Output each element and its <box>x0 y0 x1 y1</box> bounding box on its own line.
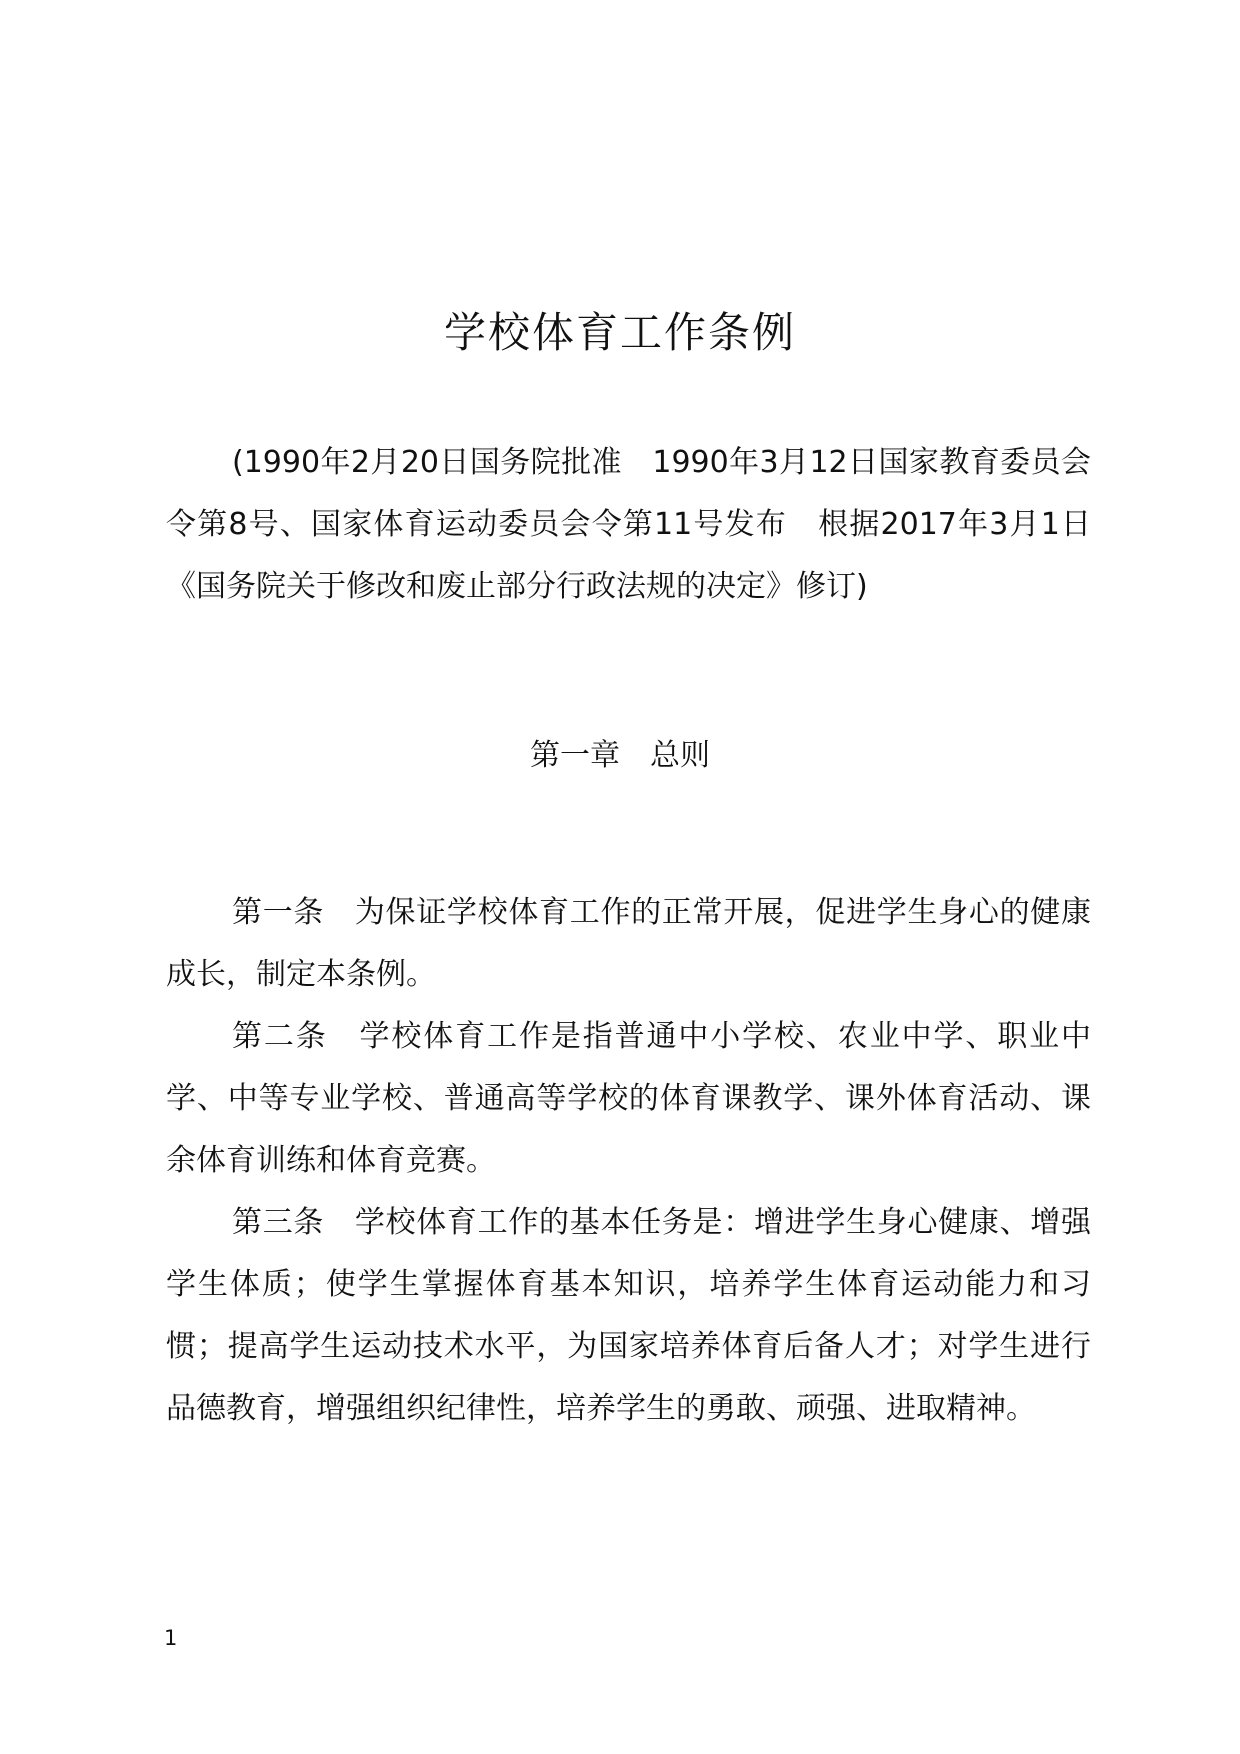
chapter-heading: 第一章 总则 <box>530 738 710 773</box>
article-3: 第三条 学校体育工作的基本任务是：增进学生身心健康、增强学生体质；使学生掌握体育基本知识，培养学生体育运动能力和习惯；提高学生运动技术水平，为国家培养体育后备人才；对学生进行品德教育，增强组织纪律性，培养学生的勇敢、顽强、进取精神。 <box>166 1205 1091 1426</box>
revision-note-block <box>166 432 1091 618</box>
article-2: 第二条 学校体育工作是指普通中小学校、农业中学、职业中学、中等专业学校、普通高等学校的体育课教学、课外体育活动、课余体育训练和体育竞赛。 <box>166 1019 1091 1178</box>
document-title: 学校体育工作条例 <box>443 308 796 357</box>
page-number: 1 <box>164 1626 178 1650</box>
articles-list <box>166 882 1091 1440</box>
article-1: 第一条 为保证学校体育工作的正常开展，促进学生身心的健康成长，制定本条例。 <box>166 895 1091 992</box>
revision-note: (1990年2月20日国务院批准 1990年3月12日国家教育委员会令第8号、国家体育运动委员会令第11号发布 根据2017年3月1日《国务院关于修改和废止部分行政法规的决定》修订) <box>166 445 1091 604</box>
